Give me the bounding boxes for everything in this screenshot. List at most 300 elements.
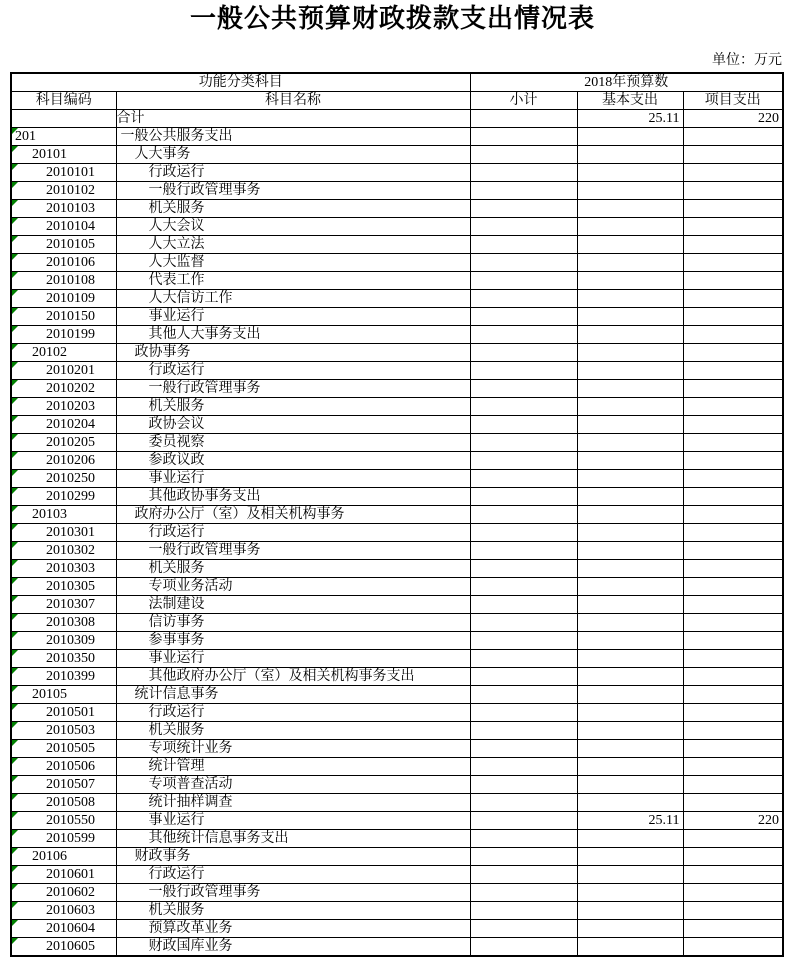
- subject-name-cell: [116, 560, 470, 578]
- subject-name-cell: [116, 722, 470, 740]
- subject-name: 人大监督: [148, 255, 205, 270]
- subject-code-cell: [11, 254, 116, 272]
- subject-code-cell: [11, 776, 116, 794]
- subject-name: 行政运行: [148, 525, 205, 540]
- header-group-budget: 2018年预算数: [470, 73, 783, 92]
- total-basic-cell: 25.11: [577, 110, 683, 128]
- cell-error-indicator-icon: [12, 902, 18, 908]
- subject-name: 机关服务: [148, 399, 205, 414]
- project-expenditure-cell: [683, 542, 783, 560]
- subject-code-cell: [11, 722, 116, 740]
- basic-expenditure-cell: [577, 254, 683, 272]
- basic-expenditure-cell: [577, 218, 683, 236]
- table-row: [11, 542, 783, 560]
- subject-code-cell: [11, 830, 116, 848]
- subject-name: 信访事务: [148, 615, 205, 630]
- header-project-expenditure: 项目支出: [683, 92, 783, 110]
- subject-name-cell: [116, 848, 470, 866]
- basic-expenditure-cell: [577, 362, 683, 380]
- subject-code-cell: [11, 488, 116, 506]
- basic-expenditure-cell: [577, 722, 683, 740]
- subject-code: 2010108: [46, 273, 95, 288]
- subject-code-cell: [11, 794, 116, 812]
- cell-error-indicator-icon: [12, 200, 18, 206]
- subtotal-cell: [470, 920, 577, 938]
- subtotal-cell: [470, 290, 577, 308]
- subject-code: 201: [15, 129, 36, 144]
- table-row: [11, 416, 783, 434]
- subject-name: 人大会议: [148, 219, 205, 234]
- project-expenditure-cell: [683, 164, 783, 182]
- subject-name: 政协会议: [148, 417, 205, 432]
- subtotal-cell: [470, 128, 577, 146]
- project-expenditure-cell: [683, 938, 783, 957]
- project-expenditure-cell: [683, 848, 783, 866]
- project-expenditure-cell: [683, 434, 783, 452]
- project-expenditure-cell: [683, 596, 783, 614]
- table-row: [11, 866, 783, 884]
- subtotal-cell: [470, 452, 577, 470]
- basic-expenditure-cell: [577, 506, 683, 524]
- subtotal-cell: [470, 812, 577, 830]
- subject-name: 一般行政管理事务: [148, 543, 261, 558]
- cell-error-indicator-icon: [12, 632, 18, 638]
- basic-expenditure-cell: [577, 776, 683, 794]
- subject-code: 2010203: [46, 399, 95, 414]
- cell-error-indicator-icon: [12, 848, 18, 854]
- cell-error-indicator-icon: [12, 614, 18, 620]
- subject-code-cell: [11, 272, 116, 290]
- subject-name-cell: [116, 740, 470, 758]
- subject-code-cell: [11, 848, 116, 866]
- project-expenditure-cell: [683, 398, 783, 416]
- total-code-cell: [11, 110, 116, 128]
- subject-name: 财政国库业务: [148, 939, 233, 954]
- subject-code-cell: [11, 326, 116, 344]
- subtotal-cell: [470, 434, 577, 452]
- subject-name-cell: [116, 614, 470, 632]
- table-row: [11, 362, 783, 380]
- table-row: [11, 794, 783, 812]
- subject-code: 2010106: [46, 255, 95, 270]
- basic-expenditure-cell: [577, 326, 683, 344]
- subject-code: 20103: [32, 507, 67, 522]
- basic-expenditure-cell: [577, 794, 683, 812]
- cell-error-indicator-icon: [12, 398, 18, 404]
- table-row: [11, 812, 783, 830]
- basic-expenditure-cell: [577, 398, 683, 416]
- subject-code: 2010202: [46, 381, 95, 396]
- project-expenditure-cell: [683, 884, 783, 902]
- cell-error-indicator-icon: [12, 830, 18, 836]
- subject-name: 统计信息事务: [134, 687, 219, 702]
- basic-expenditure-cell: [577, 200, 683, 218]
- subject-name: 其他人大事务支出: [148, 327, 261, 342]
- subtotal-cell: [470, 308, 577, 326]
- basic-expenditure-cell: [577, 416, 683, 434]
- basic-expenditure-cell: [577, 236, 683, 254]
- cell-error-indicator-icon: [12, 272, 18, 278]
- table-row: [11, 272, 783, 290]
- project-expenditure-cell: [683, 704, 783, 722]
- basic-expenditure-cell: [577, 524, 683, 542]
- subject-name: 参事事务: [148, 633, 205, 648]
- subject-name-cell: [116, 650, 470, 668]
- subject-code: 2010201: [46, 363, 95, 378]
- basic-expenditure-cell: [577, 758, 683, 776]
- basic-expenditure-cell: [577, 164, 683, 182]
- subtotal-cell: [470, 416, 577, 434]
- table-row: [11, 434, 783, 452]
- subject-code: 20101: [32, 147, 67, 162]
- total-subtotal-cell: [470, 110, 577, 128]
- basic-expenditure-cell: [577, 146, 683, 164]
- subject-code-cell: [11, 650, 116, 668]
- total-project-cell: 220: [683, 110, 783, 128]
- table-row: [11, 884, 783, 902]
- subtotal-cell: [470, 560, 577, 578]
- subject-name: 专项普查活动: [148, 777, 233, 792]
- basic-expenditure-cell: [577, 884, 683, 902]
- subject-code-cell: [11, 524, 116, 542]
- project-expenditure-cell: [683, 344, 783, 362]
- subject-name: 专项业务活动: [148, 579, 233, 594]
- subject-code: 2010309: [46, 633, 95, 648]
- table-row: [11, 200, 783, 218]
- subject-code: 2010503: [46, 723, 95, 738]
- subject-name: 其他统计信息事务支出: [148, 831, 289, 846]
- subject-code: 2010350: [46, 651, 95, 666]
- subtotal-cell: [470, 740, 577, 758]
- subject-name-cell: [116, 308, 470, 326]
- cell-error-indicator-icon: [12, 164, 18, 170]
- project-expenditure-cell: [683, 146, 783, 164]
- cell-error-indicator-icon: [12, 308, 18, 314]
- total-label-cell: 合计: [116, 110, 470, 128]
- subject-code-cell: [11, 218, 116, 236]
- subject-code: 2010301: [46, 525, 95, 540]
- subject-code-cell: [11, 146, 116, 164]
- subject-code-cell: [11, 578, 116, 596]
- basic-expenditure-cell: [577, 290, 683, 308]
- subject-code: 2010250: [46, 471, 95, 486]
- subtotal-cell: [470, 488, 577, 506]
- subject-name: 行政运行: [148, 867, 205, 882]
- subject-name-cell: [116, 632, 470, 650]
- budget-table: [10, 72, 784, 957]
- cell-error-indicator-icon: [12, 524, 18, 530]
- table-row: [11, 650, 783, 668]
- subject-name: 其他政府办公厅（室）及相关机构事务支出: [148, 669, 415, 684]
- subject-code-cell: [11, 938, 116, 957]
- cell-error-indicator-icon: [12, 938, 18, 944]
- subject-name: 事业运行: [148, 813, 205, 828]
- subject-name-cell: [116, 146, 470, 164]
- table-row: [11, 830, 783, 848]
- table-row: [11, 614, 783, 632]
- subject-code-cell: [11, 362, 116, 380]
- table-row: [11, 938, 783, 957]
- basic-expenditure-cell: [577, 596, 683, 614]
- subject-name-cell: [116, 326, 470, 344]
- project-expenditure-cell: [683, 722, 783, 740]
- subject-code-cell: [11, 812, 116, 830]
- subject-name: 一般行政管理事务: [148, 183, 261, 198]
- cell-error-indicator-icon: [12, 452, 18, 458]
- subject-code-cell: [11, 200, 116, 218]
- subtotal-cell: [470, 470, 577, 488]
- cell-error-indicator-icon: [12, 470, 18, 476]
- project-expenditure-cell: 220: [683, 812, 783, 830]
- project-expenditure-cell: [683, 236, 783, 254]
- subject-code: 20105: [32, 687, 67, 702]
- basic-expenditure-cell: [577, 614, 683, 632]
- header-subtotal: 小计: [470, 92, 577, 110]
- project-expenditure-cell: [683, 182, 783, 200]
- subject-name-cell: [116, 416, 470, 434]
- subject-code-cell: [11, 236, 116, 254]
- header-subject-name: 科目名称: [116, 92, 470, 110]
- subject-name: 一般公共服务支出: [120, 129, 233, 144]
- project-expenditure-cell: [683, 290, 783, 308]
- subject-name-cell: [116, 812, 470, 830]
- project-expenditure-cell: [683, 452, 783, 470]
- subject-code: 2010303: [46, 561, 95, 576]
- subject-code: 2010602: [46, 885, 95, 900]
- subject-name-cell: [116, 128, 470, 146]
- subtotal-cell: [470, 326, 577, 344]
- subject-name-cell: [116, 830, 470, 848]
- subject-code: 2010603: [46, 903, 95, 918]
- basic-expenditure-cell: [577, 920, 683, 938]
- basic-expenditure-cell: [577, 740, 683, 758]
- subject-code-cell: [11, 128, 116, 146]
- project-expenditure-cell: [683, 218, 783, 236]
- table-row: [11, 182, 783, 200]
- subtotal-cell: [470, 758, 577, 776]
- subtotal-cell: [470, 272, 577, 290]
- project-expenditure-cell: [683, 686, 783, 704]
- basic-expenditure-cell: [577, 182, 683, 200]
- subject-name-cell: [116, 164, 470, 182]
- cell-error-indicator-icon: [12, 578, 18, 584]
- subject-name-cell: [116, 470, 470, 488]
- subtotal-cell: [470, 398, 577, 416]
- subject-code: 2010506: [46, 759, 95, 774]
- cell-error-indicator-icon: [12, 740, 18, 746]
- project-expenditure-cell: [683, 668, 783, 686]
- subject-code: 2010104: [46, 219, 95, 234]
- table-row: [11, 848, 783, 866]
- project-expenditure-cell: [683, 776, 783, 794]
- header-subject-code: 科目编码: [11, 92, 116, 110]
- cell-error-indicator-icon: [12, 416, 18, 422]
- subject-code: 2010204: [46, 417, 95, 432]
- cell-error-indicator-icon: [12, 362, 18, 368]
- subject-name-cell: [116, 758, 470, 776]
- cell-error-indicator-icon: [12, 794, 18, 800]
- subject-name-cell: [116, 884, 470, 902]
- subject-name: 事业运行: [148, 309, 205, 324]
- subject-name-cell: [116, 200, 470, 218]
- table-row: [11, 596, 783, 614]
- subject-code: 20102: [32, 345, 67, 360]
- subject-name: 统计管理: [148, 759, 205, 774]
- basic-expenditure-cell: [577, 452, 683, 470]
- basic-expenditure-cell: [577, 308, 683, 326]
- project-expenditure-cell: [683, 578, 783, 596]
- cell-error-indicator-icon: [12, 722, 18, 728]
- basic-expenditure-cell: [577, 902, 683, 920]
- project-expenditure-cell: [683, 200, 783, 218]
- table-row: [11, 218, 783, 236]
- subject-name: 机关服务: [148, 723, 205, 738]
- subtotal-cell: [470, 884, 577, 902]
- basic-expenditure-cell: 25.11: [577, 812, 683, 830]
- subject-name-cell: [116, 398, 470, 416]
- basic-expenditure-cell: [577, 686, 683, 704]
- project-expenditure-cell: [683, 902, 783, 920]
- subtotal-cell: [470, 254, 577, 272]
- cell-error-indicator-icon: [12, 542, 18, 548]
- subject-name-cell: [116, 920, 470, 938]
- subtotal-cell: [470, 578, 577, 596]
- subject-code-cell: [11, 740, 116, 758]
- subject-name-cell: [116, 794, 470, 812]
- project-expenditure-cell: [683, 632, 783, 650]
- subject-code-cell: [11, 398, 116, 416]
- table-row: [11, 920, 783, 938]
- subtotal-cell: [470, 218, 577, 236]
- subtotal-cell: [470, 236, 577, 254]
- subject-code: 2010308: [46, 615, 95, 630]
- subject-name-cell: [116, 524, 470, 542]
- basic-expenditure-cell: [577, 668, 683, 686]
- subtotal-cell: [470, 614, 577, 632]
- subject-name: 一般行政管理事务: [148, 381, 261, 396]
- subtotal-cell: [470, 362, 577, 380]
- table-row: [11, 236, 783, 254]
- basic-expenditure-cell: [577, 434, 683, 452]
- subject-code-cell: [11, 416, 116, 434]
- subtotal-cell: [470, 794, 577, 812]
- subject-name: 统计抽样调查: [148, 795, 233, 810]
- subject-code: 2010199: [46, 327, 95, 342]
- subject-name-cell: [116, 902, 470, 920]
- cell-error-indicator-icon: [12, 146, 18, 152]
- basic-expenditure-cell: [577, 650, 683, 668]
- subject-code: 2010205: [46, 435, 95, 450]
- subtotal-cell: [470, 524, 577, 542]
- subject-name-cell: [116, 254, 470, 272]
- project-expenditure-cell: [683, 506, 783, 524]
- subject-code-cell: [11, 506, 116, 524]
- subtotal-cell: [470, 506, 577, 524]
- subject-code-cell: [11, 452, 116, 470]
- subject-code: 2010299: [46, 489, 95, 504]
- subject-code: 2010307: [46, 597, 95, 612]
- subject-code: 2010101: [46, 165, 95, 180]
- cell-error-indicator-icon: [12, 812, 18, 818]
- subject-name-cell: [116, 542, 470, 560]
- subject-name-cell: [116, 488, 470, 506]
- table-row: [11, 632, 783, 650]
- subject-code: 2010601: [46, 867, 95, 882]
- cell-error-indicator-icon: [12, 326, 18, 332]
- subject-name-cell: [116, 704, 470, 722]
- table-row: [11, 704, 783, 722]
- cell-error-indicator-icon: [12, 290, 18, 296]
- basic-expenditure-cell: [577, 938, 683, 957]
- table-row: [11, 722, 783, 740]
- cell-error-indicator-icon: [12, 344, 18, 350]
- subject-name-cell: [116, 866, 470, 884]
- subject-code: 2010550: [46, 813, 95, 828]
- project-expenditure-cell: [683, 308, 783, 326]
- basic-expenditure-cell: [577, 848, 683, 866]
- cell-error-indicator-icon: [12, 182, 18, 188]
- basic-expenditure-cell: [577, 578, 683, 596]
- subject-name-cell: [116, 578, 470, 596]
- cell-error-indicator-icon: [12, 704, 18, 710]
- subject-code-cell: [11, 470, 116, 488]
- subject-code-cell: [11, 344, 116, 362]
- subject-name: 参政议政: [148, 453, 205, 468]
- subject-code-cell: [11, 758, 116, 776]
- subject-name: 事业运行: [148, 651, 205, 666]
- subject-name-cell: [116, 344, 470, 362]
- cell-error-indicator-icon: [12, 236, 18, 242]
- subtotal-cell: [470, 596, 577, 614]
- table-row: [11, 380, 783, 398]
- basic-expenditure-cell: [577, 632, 683, 650]
- subject-code-cell: [11, 884, 116, 902]
- cell-error-indicator-icon: [12, 758, 18, 764]
- subtotal-cell: [470, 830, 577, 848]
- basic-expenditure-cell: [577, 380, 683, 398]
- subject-name: 机关服务: [148, 201, 205, 216]
- basic-expenditure-cell: [577, 704, 683, 722]
- project-expenditure-cell: [683, 920, 783, 938]
- subject-name: 行政运行: [148, 705, 205, 720]
- project-expenditure-cell: [683, 866, 783, 884]
- table-row: [11, 164, 783, 182]
- subtotal-cell: [470, 182, 577, 200]
- subject-code: 2010305: [46, 579, 95, 594]
- subject-code-cell: [11, 596, 116, 614]
- header-group-row: [11, 73, 783, 92]
- subtotal-cell: [470, 938, 577, 957]
- project-expenditure-cell: [683, 794, 783, 812]
- subject-code: 2010501: [46, 705, 95, 720]
- subject-code: 2010507: [46, 777, 95, 792]
- subject-name-cell: [116, 236, 470, 254]
- table-row: [11, 578, 783, 596]
- subject-name: 代表工作: [148, 273, 205, 288]
- cell-error-indicator-icon: [12, 776, 18, 782]
- table-row: [11, 560, 783, 578]
- cell-error-indicator-icon: [12, 218, 18, 224]
- subject-name-cell: [116, 776, 470, 794]
- subject-name-cell: [116, 506, 470, 524]
- header-group-function: 功能分类科目: [11, 73, 470, 92]
- subject-code: 2010505: [46, 741, 95, 756]
- subject-name: 人大信访工作: [148, 291, 233, 306]
- subtotal-cell: [470, 722, 577, 740]
- subject-code-cell: [11, 308, 116, 326]
- subject-code: 20106: [32, 849, 67, 864]
- subject-code: 2010102: [46, 183, 95, 198]
